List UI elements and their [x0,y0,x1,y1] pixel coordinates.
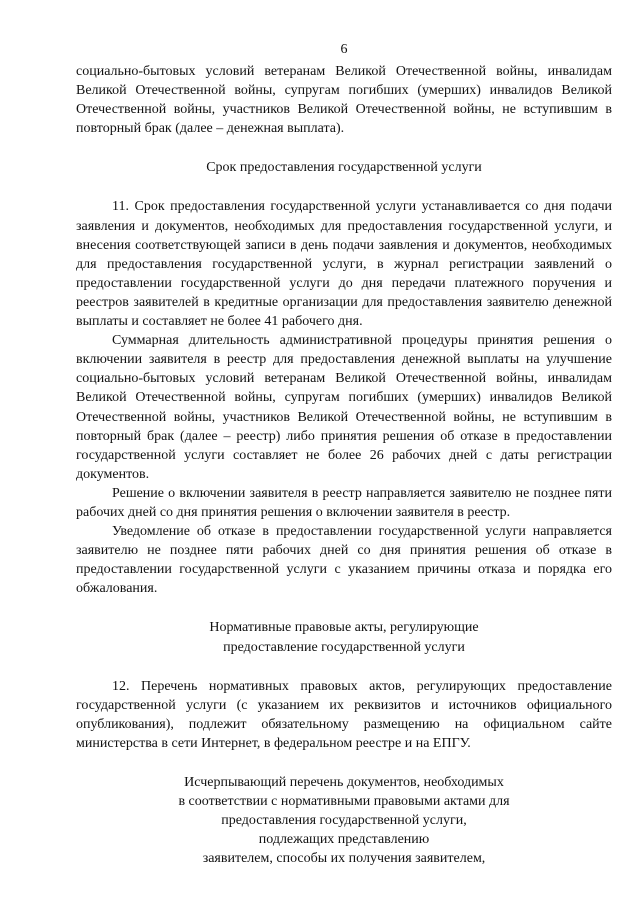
paragraph-11: 11. Срок предоставления государственной услуги устанавливается со дня подачи заявления и документов, необходимых для предоставления государственной услуги, и внесения соответствующей записи в день подачи заявления и документов, необходимых для предоставления государственной услуги, в журнал регистрации заявлений о предоставлении государственной услуги до дня передачи платежного поручения и реестров заявителей в кредитные организации для предоставления заявителю денежной выплаты и составляет не более 41 рабочего дня. [76,199,612,330]
paragraph-intro: социально-бытовых условий ветеранам Великой Отечественной войны, инвалидам Великой Отечественной войны, супругам погибших (умерших) инвалидов Великой Отечественной войны, участников Великой Отечественной войны, не вступившим в повторный брак (далее – денежная выплата). [76,64,612,137]
heading-acts-line-1: Нормативные правовые акты, регулирующие [209,620,479,636]
paragraph-refusal-notice: Уведомление об отказе в предоставлении государственной услуги направляется заявителю не позднее пяти рабочих дней со дня принятия решения об отказе в предоставлении государственной услуги с указанием причины отказа и порядка его обжалования. [76,524,612,597]
paragraph-duration: Суммарная длительность административной процедуры принятия решения о включении заявителя в реестр для предоставления денежной выплаты на улучшение социально-бытовых условий ветеранам Великой Отечественной войны, инвалидам Великой Отечественной войны, супругам погибших (умерших) инвалидов Великой Отечественной войны, участников Великой Отечественной войны, не вступившим в повторный брак (далее – реестр) либо принятия решения об отказе в предоставлении государственной услуги составляет не более 26 рабочих дней с даты регистрации документов. [76,333,612,482]
page-number: 6 [340,42,348,57]
heading-docs-line-3: предоставления государственной услуги, [221,813,467,829]
heading-acts-line-2: предоставление государственной услуги [223,639,465,655]
heading-docs-line-5: заявителем, способы их получения заявителем, [202,851,486,867]
heading-docs-line-1: Исчерпывающий перечень документов, необходимых [184,775,504,790]
heading-service-term: Срок предоставления государственной услуги [206,160,482,176]
heading-docs-line-2: в соответствии с нормативными правовыми актами для [178,794,510,810]
heading-docs-line-4: подлежащих представлению [258,832,430,848]
paragraph-decision: Решение о включении заявителя в реестр направляется заявителю не позднее пяти рабочих дней со дня принятия решения о включении заявителя в реестр. [76,485,612,520]
paragraph-12: 12. Перечень нормативных правовых актов, регулирующих предоставление государственной услуги (с указанием их реквизитов и источников официального опубликования), подлежит обязательному размещению на официальном сайте министерства в сети Интернет, в федеральном реестре и на ЕПГУ. [76,678,612,751]
